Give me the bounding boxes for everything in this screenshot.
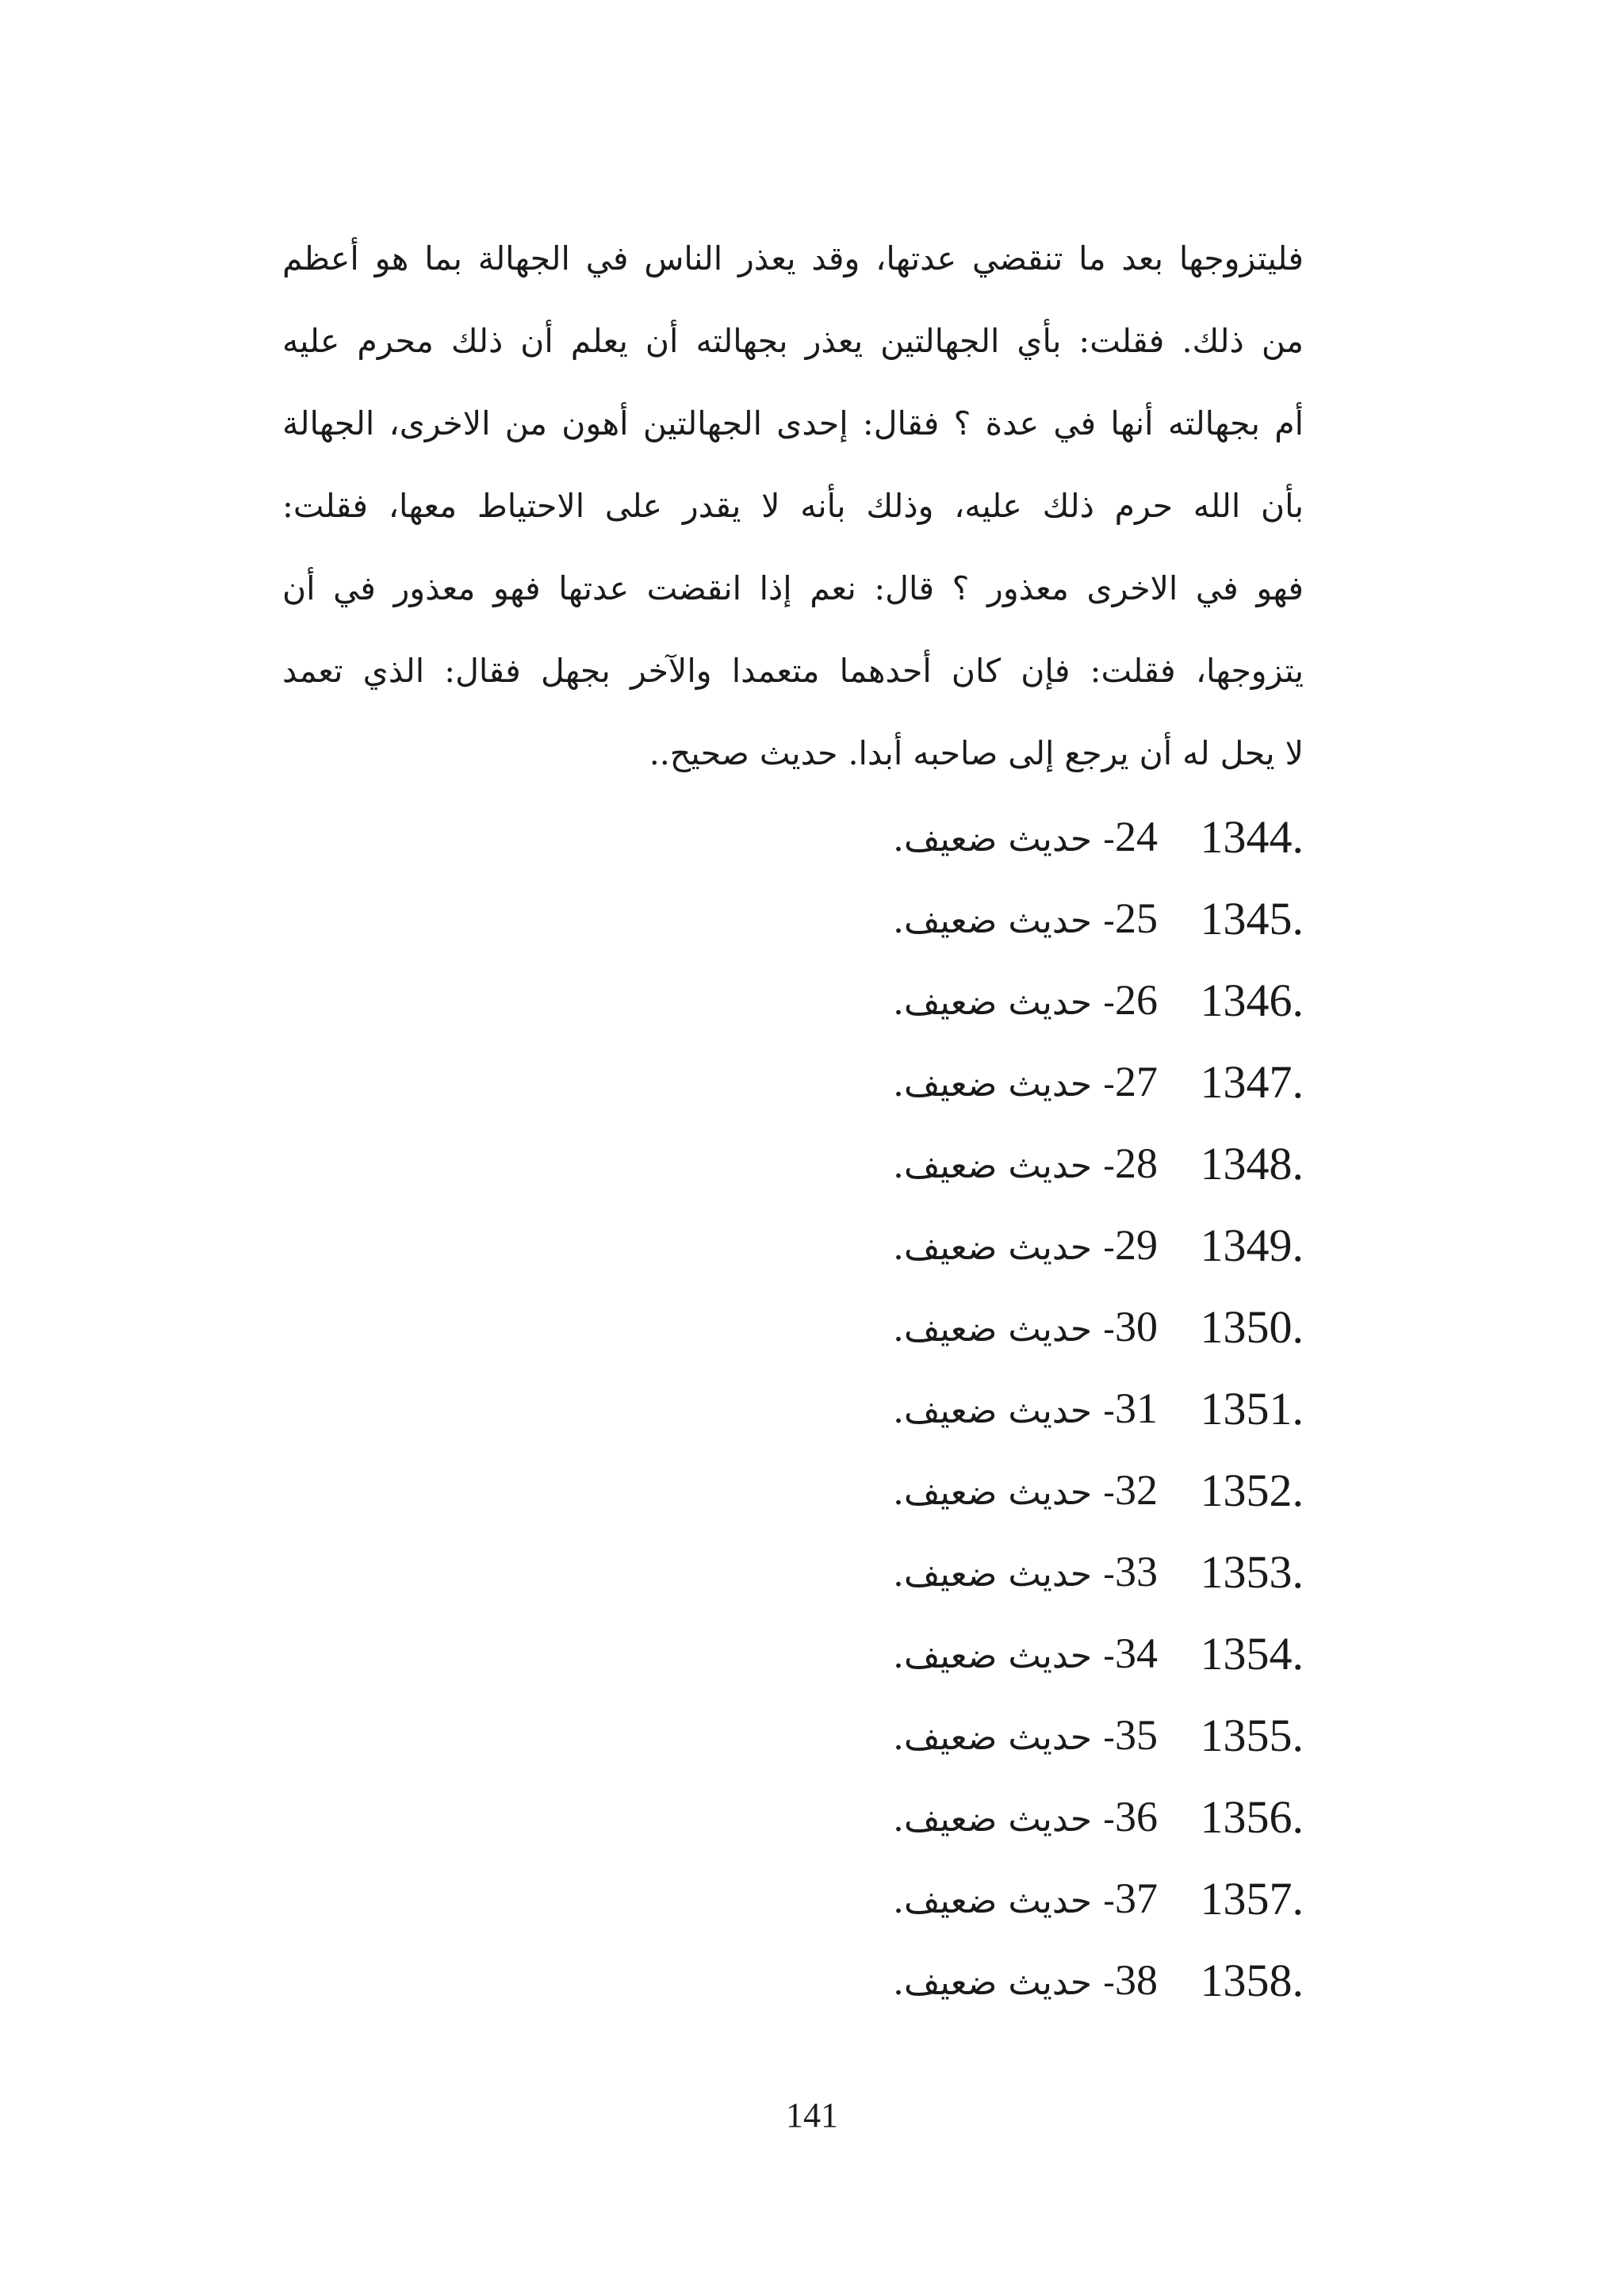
item-text [893,1776,1158,1860]
item-text [893,1531,1158,1615]
list-item [714,1450,1304,1531]
item-number: 1348. [1200,1138,1304,1189]
item-text [893,959,1158,1044]
list-item [714,959,1304,1041]
item-dash: - [1092,1064,1115,1105]
item-number: 1346. [1200,975,1304,1026]
item-dash: - [1092,901,1115,941]
list-item [714,1041,1304,1123]
item-number: 1357. [1200,1873,1304,1924]
hadith-list [714,796,1304,2021]
item-number: 1347. [1200,1056,1304,1108]
item-sub-number: 36 [1115,1793,1158,1840]
item-sub-number: 38 [1115,1956,1158,2004]
list-item [714,1858,1304,1940]
item-sub-number: 37 [1115,1875,1158,1922]
item-label: حديث ضعيف. [893,1064,1093,1105]
item-sub-number: 33 [1115,1548,1158,1595]
item-sub-number: 28 [1115,1139,1158,1187]
item-label: حديث ضعيف. [893,819,1093,860]
paragraph [282,217,1304,795]
item-sub-number: 26 [1115,976,1158,1024]
item-text [893,1940,1158,2024]
paragraph-line: من ذلك. فقلت: بأي الجهالتين يعذر بجهالته أن يعلم أن ذلك محرم عليه [282,322,1304,360]
item-dash: - [1092,1799,1115,1840]
item-number: 1345. [1200,893,1304,944]
list-item [714,878,1304,959]
list-item [714,1123,1304,1204]
list-item [714,1286,1304,1368]
item-text [893,1204,1158,1289]
list-item [714,1776,1304,1858]
item-sub-number: 31 [1115,1384,1158,1432]
item-text [893,1041,1158,1125]
list-item [714,1695,1304,1776]
paragraph-line: فليتزوجها بعد ما تنقضي عدتها، وقد يعذر الناس في الجهالة بما هو أعظم [282,239,1304,278]
item-sub-number: 29 [1115,1221,1158,1269]
item-number: 1358. [1200,1955,1304,2006]
item-number: 1353. [1200,1546,1304,1598]
item-text [893,1123,1158,1207]
item-dash: - [1092,982,1115,1023]
list-item [714,1531,1304,1613]
list-item [714,796,1304,878]
item-label: حديث ضعيف. [893,982,1093,1023]
item-sub-number: 35 [1115,1711,1158,1759]
item-number: 1344. [1200,811,1304,863]
item-text [893,1858,1158,1942]
item-dash: - [1092,1146,1115,1186]
item-label: حديث ضعيف. [893,1963,1093,2003]
paragraph-line: يتزوجها، فقلت: فإن كان أحدهما متعمدا والآخر بجهل فقال: الذي تعمد [282,652,1304,690]
item-dash: - [1092,1636,1115,1676]
item-sub-number: 32 [1115,1466,1158,1514]
item-text [893,1286,1158,1370]
item-label: حديث ضعيف. [893,1473,1093,1513]
item-label: حديث ضعيف. [893,1636,1093,1676]
item-dash: - [1092,1881,1115,1921]
paragraph-line: أم بجهالته أنها في عدة ؟ فقال: إحدى الجهالتين أهون من الاخرى، الجهالة [282,404,1304,442]
item-sub-number: 24 [1115,813,1158,860]
item-dash: - [1092,1718,1115,1758]
item-label: حديث ضعيف. [893,1799,1093,1840]
item-text [893,1368,1158,1452]
paragraph-line: بأن الله حرم ذلك عليه، وذلك بأنه لا يقدر على الاحتياط معها، فقلت: [282,487,1304,525]
item-label: حديث ضعيف. [893,1227,1093,1268]
item-label: حديث ضعيف. [893,1881,1093,1921]
item-text [893,1450,1158,1534]
page-number: 141 [786,2096,838,2135]
item-sub-number: 30 [1115,1303,1158,1350]
list-item [714,1940,1304,2021]
item-label: حديث ضعيف. [893,1146,1093,1186]
item-number: 1355. [1200,1710,1304,1761]
item-text [893,878,1158,962]
item-label: حديث ضعيف. [893,1391,1093,1431]
item-dash: - [1092,1309,1115,1350]
item-label: حديث ضعيف. [893,1718,1093,1758]
list-item [714,1204,1304,1286]
item-label: حديث ضعيف. [893,1554,1093,1595]
item-text [893,1695,1158,1779]
item-text [893,796,1158,880]
item-sub-number: 34 [1115,1630,1158,1677]
item-dash: - [1092,1227,1115,1268]
item-text [893,1613,1158,1697]
item-label: حديث ضعيف. [893,1309,1093,1350]
item-dash: - [1092,1554,1115,1595]
list-item [714,1613,1304,1695]
item-number: 1356. [1200,1791,1304,1843]
item-dash: - [1092,819,1115,860]
item-sub-number: 27 [1115,1058,1158,1105]
item-number: 1350. [1200,1301,1304,1353]
item-number: 1352. [1200,1465,1304,1516]
item-number: 1354. [1200,1628,1304,1679]
paragraph-line: فهو في الاخرى معذور ؟ قال: نعم إذا انقضت عدتها فهو معذور في أن [282,569,1304,607]
item-dash: - [1092,1963,1115,2003]
item-label: حديث ضعيف. [893,901,1093,941]
item-dash: - [1092,1391,1115,1431]
paragraph-line: لا يحل له أن يرجع إلى صاحبه أبدا. حديث صحيح.. [649,734,1304,772]
item-sub-number: 25 [1115,894,1158,942]
list-item [714,1368,1304,1450]
item-number: 1351. [1200,1383,1304,1434]
item-number: 1349. [1200,1220,1304,1271]
item-dash: - [1092,1473,1115,1513]
